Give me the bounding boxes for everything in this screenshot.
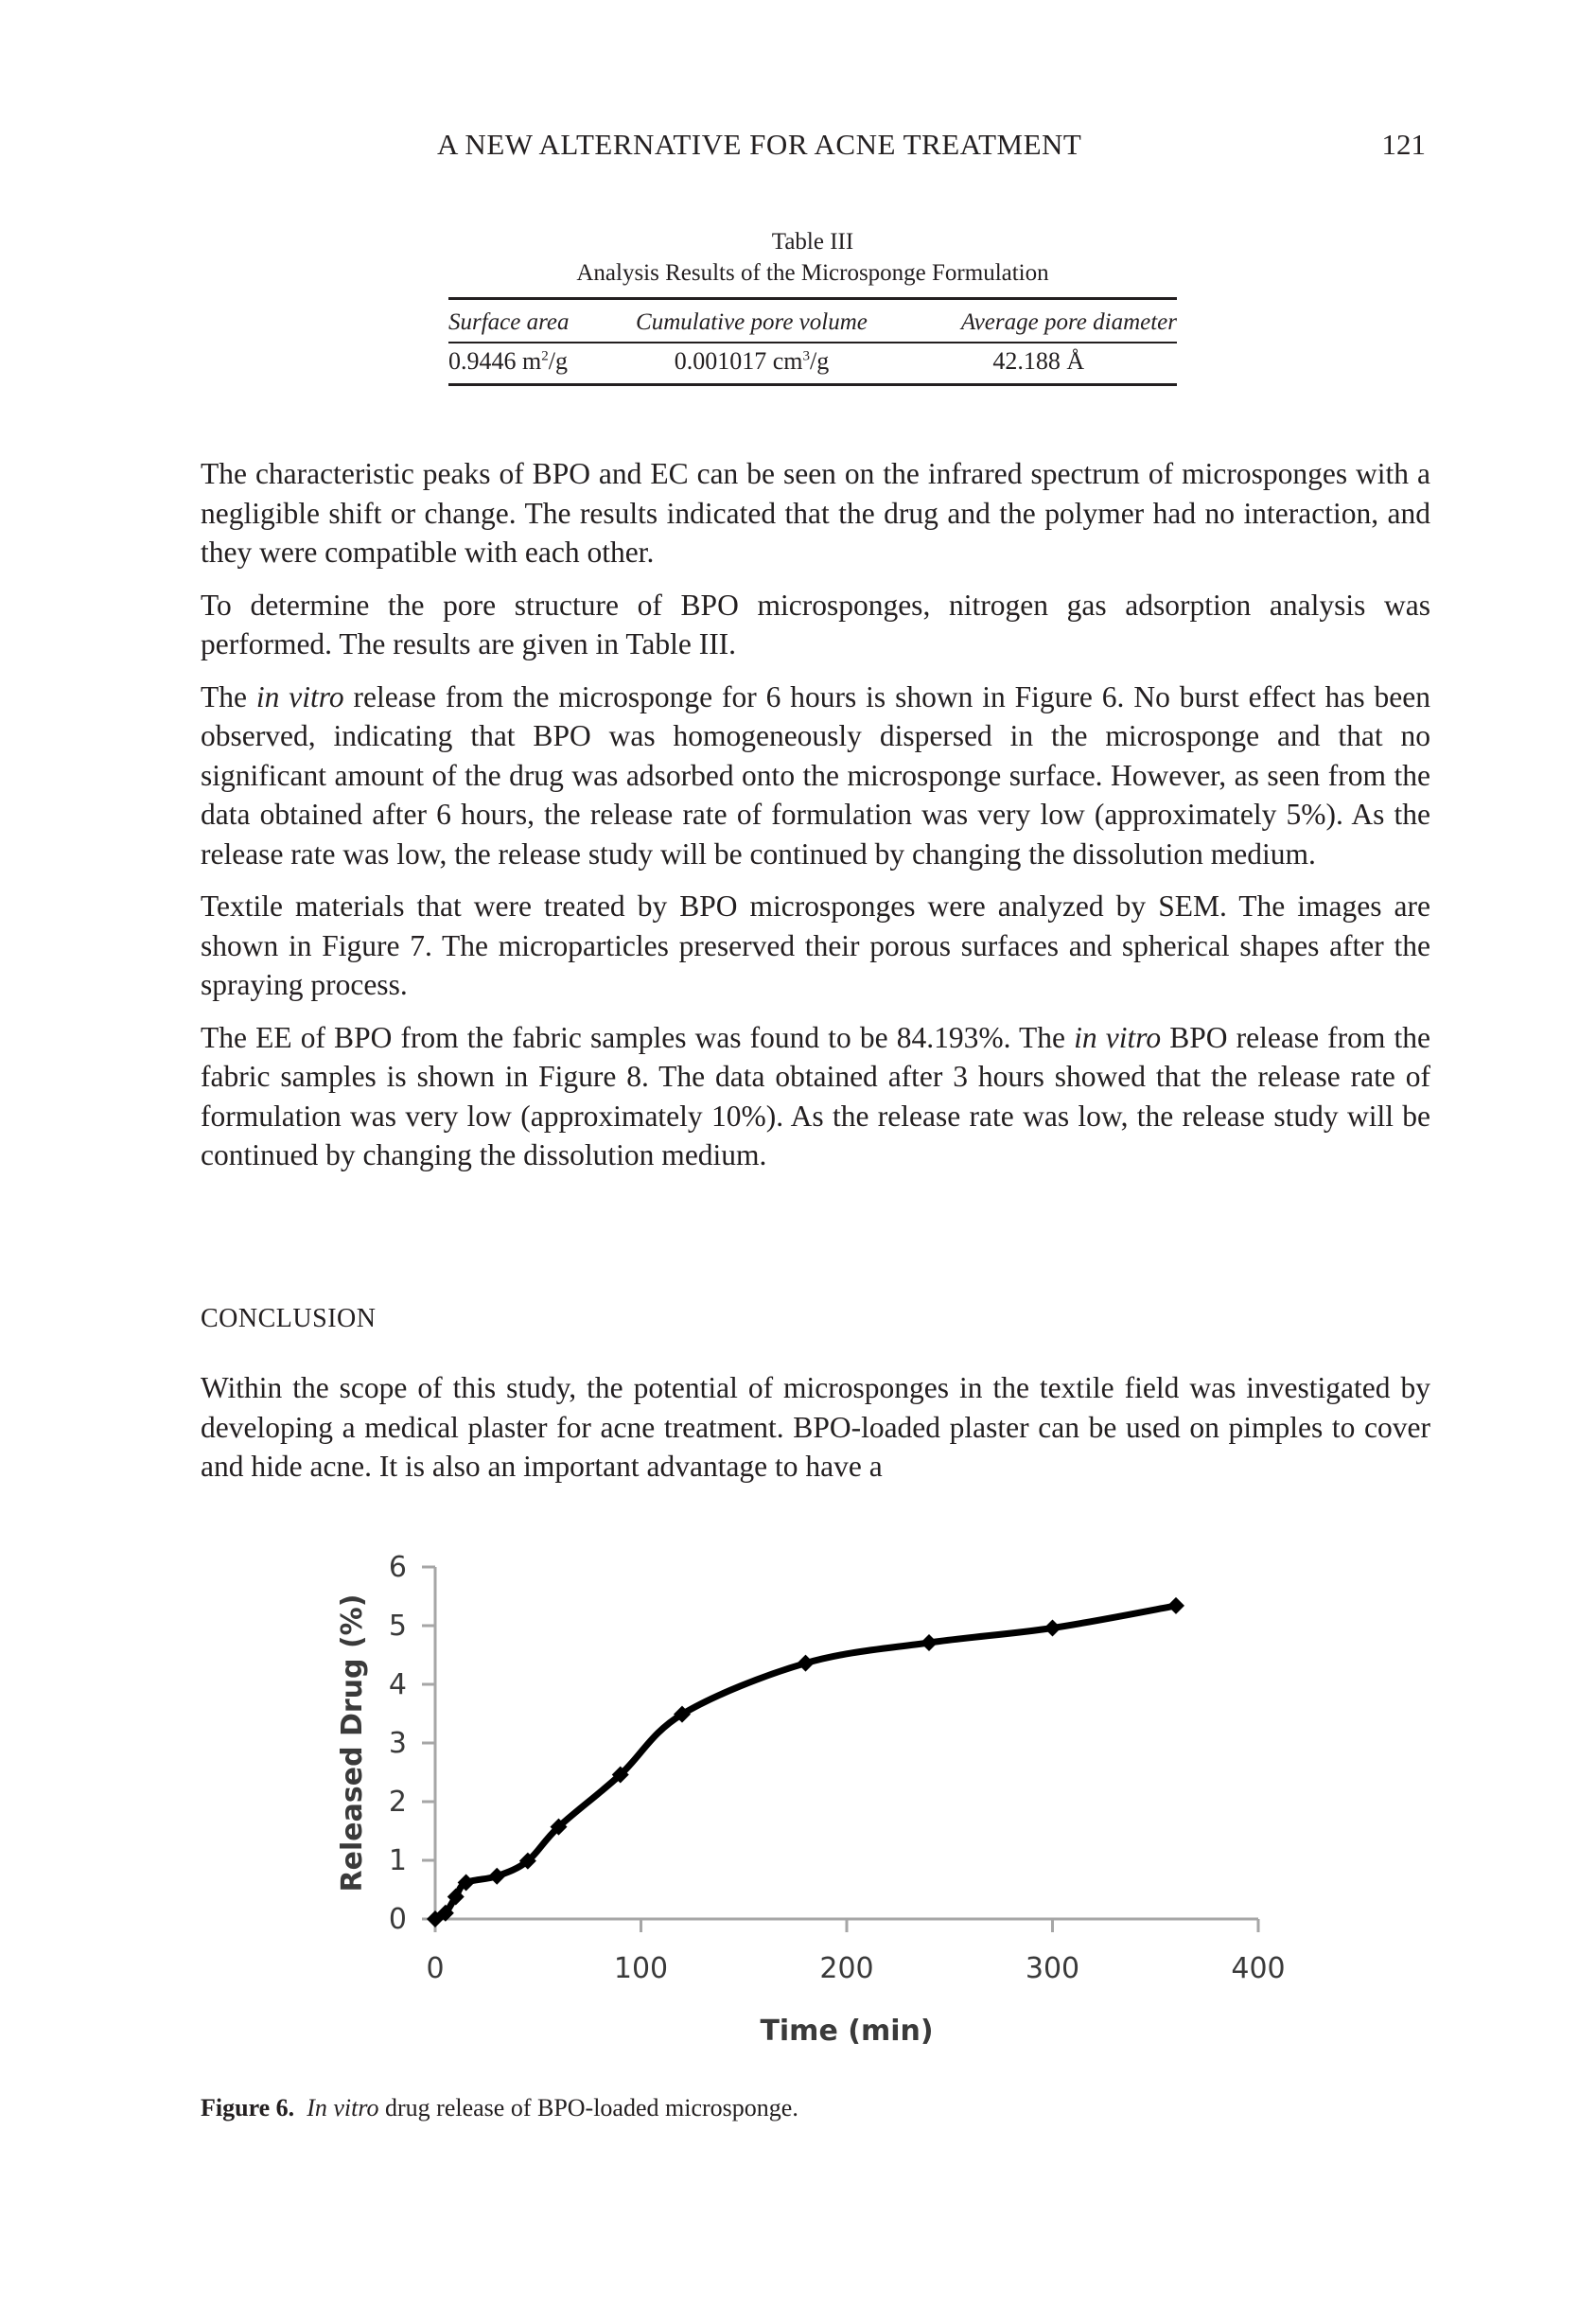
paragraph: Textile materials that were treated by BPO microsponges were analyzed by SEM. The images are shown in Figure 7. The microparticles preserved their porous surfaces and spherical shapes after the spraying process. [201,889,1430,1001]
y-axis-title: Released Drug (%) [336,1593,369,1892]
y-tick-label: 2 [388,1786,407,1819]
x-tick-label: 400 [1231,1952,1286,1985]
y-tick-label: 3 [388,1727,407,1760]
results-table [448,297,1177,386]
figure-caption [201,2094,798,2122]
paragraph: To determine the pore structure of BPO microsponges, nitrogen gas adsorption analysis was performed. The results are given in Table III. [201,588,1430,660]
series-line [435,1606,1176,1919]
paragraph: The in vitro release from the microsponge for 6 hours is shown in Figure 6. No burst effect has been observed, indicating that BPO was homogeneously dispersed in the microsponge and that no significant amount of the drug was adsorbed onto the microsponge surface. However, as seen from the data obtained after 6 hours, the release rate of formulation was very low (approximately 5%). As the release rate was low, the release study will be continued by changing the dissolution medium. [201,679,1430,871]
table-row [448,343,1177,385]
page-number: 121 [1381,128,1426,161]
diamond-marker [1044,1619,1061,1636]
results-body [201,454,1430,1188]
table-iii [448,227,1177,386]
line-chart [322,1552,1324,2044]
column-header: Surface area [448,299,603,343]
table-label: Table III [771,229,854,255]
table-header-row [448,299,1177,343]
x-tick-label: 100 [613,1952,669,1985]
diamond-marker [1167,1597,1184,1614]
column-header: Cumulative pore volume [603,299,900,343]
y-tick-label: 5 [388,1610,407,1643]
section-heading-conclusion: CONCLUSION [201,1304,377,1333]
x-tick-label: 300 [1025,1952,1080,1985]
running-title: A NEW ALTERNATIVE FOR ACNE TREATMENT [437,128,1082,161]
diamond-marker [488,1868,505,1885]
x-tick-label: 200 [819,1952,874,1985]
x-tick-label: 0 [426,1952,445,1985]
diamond-marker [798,1655,815,1672]
table-title: Analysis Results of the Microsponge Formulation [576,260,1049,286]
caption-text: drug release of BPO-loaded microsponge. [378,2094,798,2121]
figure-label: Figure 6. [201,2094,295,2121]
y-tick-label: 0 [388,1903,407,1936]
pore-diameter-cell: 42.188 Å [900,343,1177,385]
paragraph: Within the scope of this study, the potential of microsponges in the textile field was investigated by developing a medical plaster for acne treatment. BPO-loaded plaster can be used on pimples to cover and hide acne. It is also an important advantage to have a [201,1371,1430,1483]
running-header [0,128,1596,166]
y-tick-label: 6 [388,1552,407,1584]
paragraph: The characteristic peaks of BPO and EC can be seen on the infrared spectrum of microsponges with a negligible shift or change. The results indicated that the drug and the polymer had no interaction, and they were compatible with each other. [201,457,1430,569]
paragraph: The EE of BPO from the fabric samples was found to be 84.193%. The in vitro BPO release from the fabric samples is shown in Figure 8. The data obtained after 3 hours showed that the release rate of formulation was very low (approximately 10%). As the release rate was low, the release study will be continued by changing the dissolution medium. [201,1020,1431,1171]
diamond-marker [921,1634,938,1651]
caption-italic: In vitro [307,2094,379,2121]
surface-area-cell: 0.9446 $m^2/g$ [448,343,603,385]
y-tick-label: 4 [388,1668,407,1701]
y-tick-label: 1 [388,1844,407,1877]
pore-volume-cell: 0.001017 $cm^3/g$ [603,343,900,385]
column-header: Average pore diameter [900,299,1177,343]
conclusion-body [201,1368,1430,1500]
release-chart [322,1552,1324,2044]
x-axis-title: Time (min) [760,2015,934,2044]
